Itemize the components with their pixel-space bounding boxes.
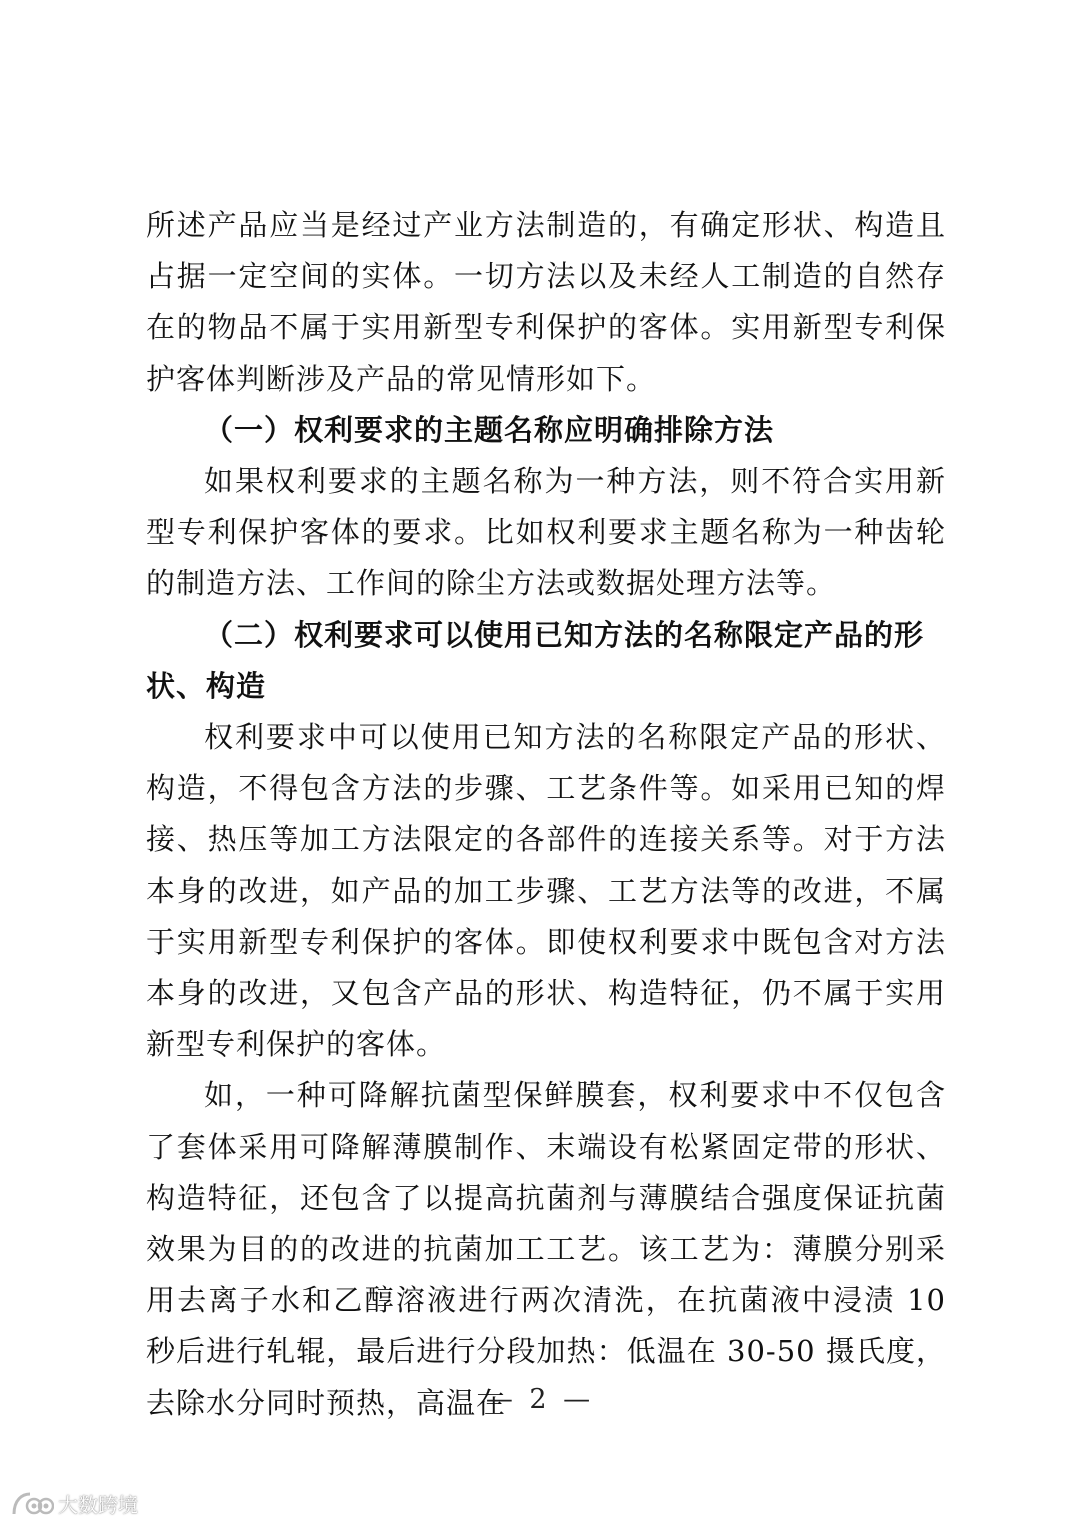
paragraph-section-1: 如果权利要求的主题名称为一种方法，则不符合实用新型专利保护客体的要求。比如权利要求主题名称为一种齿轮的制造方法、工作间的除尘方法或数据处理方法等。 [146,464,946,601]
paragraph-section-2: 权利要求中可以使用已知方法的名称限定产品的形状、构造，不得包含方法的步骤、工艺条件等。如采用已知的焊接、热压等加工方法限定的各部件的连接关系等。对于方法本身的改进，如产品的加工步骤、工艺方法等的改进，不属于实用新型专利保护的客体。即使权利要求中既包含对方法本身的改进，又包含产品的形状、构造特征，仍不属于实用新型专利保护的客体。 [146,720,946,1062]
watermark [10,1489,138,1518]
watermark-text: 大数跨境 [58,1493,138,1517]
document-body [146,200,946,1429]
page-number: — 2 — [485,1384,595,1415]
section-heading-1: （一）权利要求的主题名称应明确排除方法 [204,412,775,447]
paragraph-example: 如，一种可降解抗菌型保鲜膜套，权利要求中不仅包含了套体采用可降解薄膜制作、末端设有松紧固定带的形状、构造特征，还包含了以提高抗菌剂与薄膜结合强度保证抗菌效果为目的的改进的抗菌加工工艺。该工艺为：薄膜分别采用去离子水和乙醇溶液进行两次清洗，在抗菌液中浸渍 10 秒后进行轧辊，最后进行分段加热：低温在 30-50 摄氏度，去除水分同时预热，高温在 [146,1078,946,1420]
section-heading-2: （二）权利要求可以使用已知方法的名称限定产品的形状、构造 [146,617,925,703]
paragraph-intro: 所述产品应当是经过产业方法制造的，有确定形状、构造且占据一定空间的实体。一切方法以及未经人工制造的自然存在的物品不属于实用新型专利保护的客体。实用新型专利保护客体判断涉及产品的常见情形如下。 [146,208,946,396]
eye-logo-icon [10,1490,54,1518]
